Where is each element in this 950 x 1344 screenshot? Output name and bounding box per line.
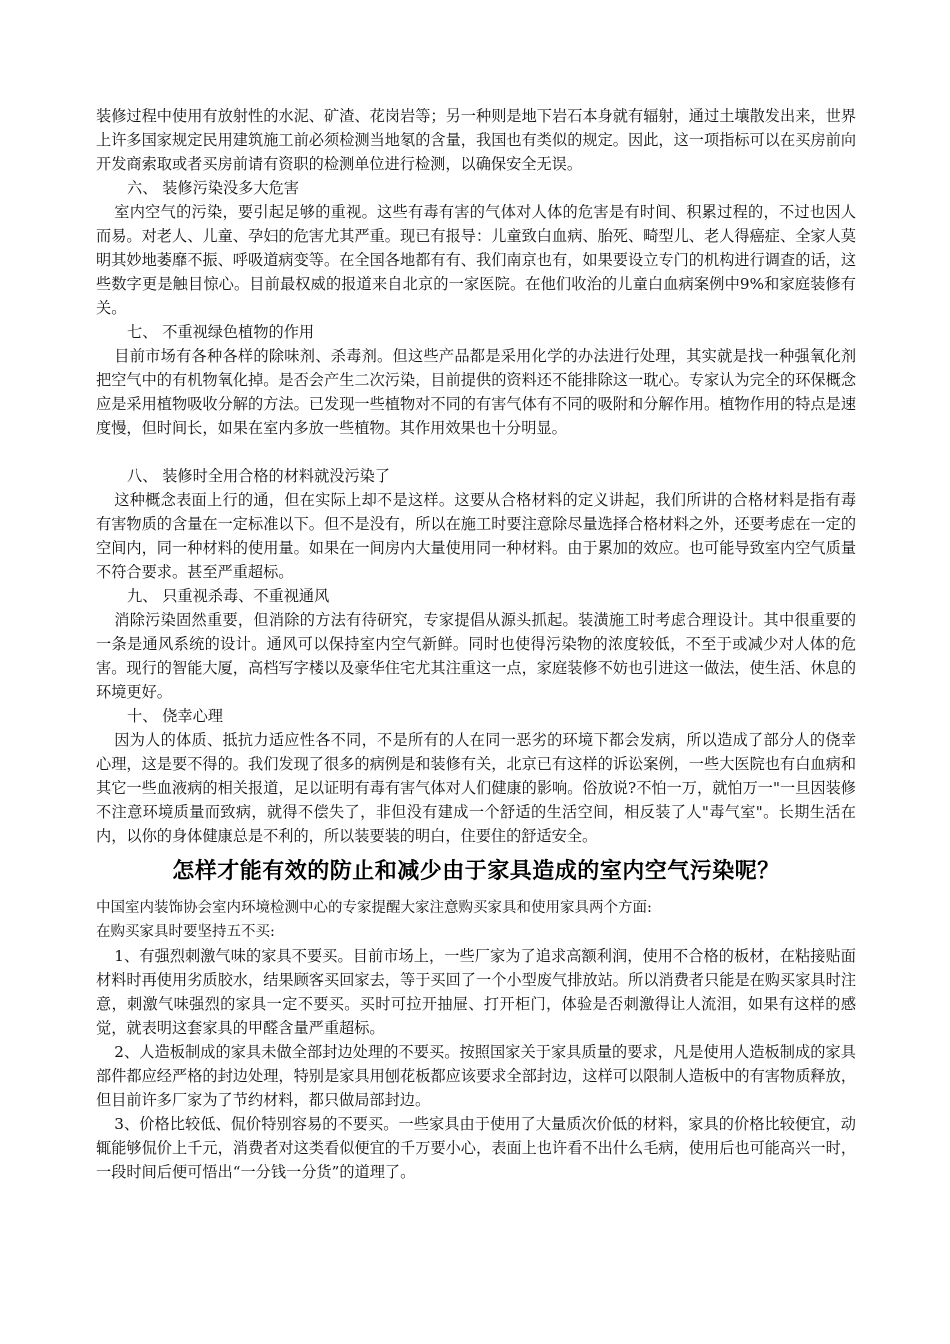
document-page [96, 104, 856, 1184]
paragraph: 装修过程中使用有放射性的水泥、矿渣、花岗岩等；另一种则是地下岩石本身就有辐射，通过土壤散发出来，世界上许多国家规定民用建筑施工前必须检测当地氡的含量，我国也有类似的规定。因此，这一项指标可以在买房前向开发商索取或者买房前请有资职的检测单位进行检测，以确保安全无误。 [96, 107, 856, 173]
paragraph: 3、价格比较低、侃价特别容易的不要买。一些家具由于使用了大量质次价低的材料，家具的价格比较便宜，动辄能够侃价上千元，消费者对这类看似便宜的千万要小心，表面上也许看不出什么毛病，使用后也可能高兴一时，一段时间后便可悟出“一分钱一分货”的道理了。 [96, 1115, 856, 1181]
paragraph: 目前市场有各种各样的除味剂、杀毒剂。但这些产品都是采用化学的办法进行处理，其实就是找一种强氧化剂把空气中的有机物氧化掉。是否会产生二次污染，目前提供的资料还不能排除这一耽心。专家认为完全的环保概念应是采用植物吸收分解的方法。已发现一些植物对不同的有害气体有不同的吸附和分解作用。植物作用的特点是速度慢，但时间长，如果在室内多放一些植物。其作用效果也十分明显。 [96, 347, 856, 437]
blank-line [96, 440, 856, 464]
paragraph: 因为人的体质、抵抗力适应性各不同，不是所有的人在同一恶劣的环境下都会发病，所以造成了部分人的侥幸心理，这是要不得的。我们发现了很多的病例是和装修有关，北京已有这样的诉讼案例，一些大医院也有白血病和其它一些血液病的相关报道，足以证明有毒有害气体对人们健康的影响。俗放说?不怕一万，就怕万一"一旦因装修不注意环境质量而致病，就得不偿失了，非但没有建成一个舒适的生活空间，相反装了人"毒气室"。长期生活在内，以你的身体健康总是不利的，所以装要装的明白，住要住的舒适安全。 [96, 731, 856, 845]
intro-line: 在购买家具时要坚持五不买: [96, 924, 275, 940]
section-title: 怎样才能有效的防止和减少由于家具造成的室内空气污染呢？ [172, 859, 780, 884]
paragraph: 室内空气的污染，要引起足够的重视。这些有毒有害的气体对人体的危害是有时间、积累过程的，不过也因人而易。对老人、儿童、孕妇的危害尤其严重。现已有报导：儿童致白血病、胎死、畸型儿、老人得癌症、全家人莫明其妙地萎靡不振、呼吸道病变等。在全国各地都有有、我们南京也有，如果要设立专门的机构进行调查的话，这些数字更是触目惊心。目前最权威的报道来自北京的一家医院。在他们收治的儿童白血病案例中9%和家庭装修有关。 [96, 203, 856, 317]
intro-line: 中国室内装饰协会室内环境检测中心的专家提醒大家注意购买家具和使用家具两个方面: [96, 900, 652, 916]
section-heading: 七、 不重视绿色植物的作用 [127, 323, 315, 341]
furniture-section [96, 896, 856, 1184]
section-heading: 八、 装修时全用合格的材料就没污染了 [127, 467, 391, 485]
paragraph: 1、有强烈刺激气味的家具不要买。目前市场上，一些厂家为了追求高额利润，使用不合格的板材，在粘接贴面材料时再使用劣质胶水，结果顾客买回家去，等于买回了一个小型废气排放站。所以消费者只能是在购买家具时注意，刺激气味强烈的家具一定不要买。买时可拉开抽屉、打开柜门，体验是否刺激得让人流泪，如果有这样的感觉，就表明这套家具的甲醛含量严重超标。 [96, 947, 856, 1037]
section-heading: 六、 装修污染没多大危害 [127, 179, 299, 197]
section-heading: 十、 侥幸心理 [127, 707, 223, 725]
section-heading: 九、 只重视杀毒、不重视通风 [127, 587, 330, 605]
paragraph: 2、人造板制成的家具未做全部封边处理的不要买。按照国家关于家具质量的要求，凡是使用人造板制成的家具部件都应经严格的封边处理，特别是家具用刨花板都应该要求全部封边，这样可以限制人造板中的有害物质释放，但目前许多厂家为了节约材料，都只做局部封边。 [96, 1043, 856, 1109]
paragraph: 这种概念表面上行的通，但在实际上却不是这样。这要从合格材料的定义讲起，我们所讲的合格材料是指有毒有害物质的含量在一定标准以下。但不是没有，所以在施工时要注意除尽量选择合格材料之外，还要考虑在一定的空间内，同一种材料的使用量。如果在一间房内大量使用同一种材料。由于累加的效应。也可能导致室内空气质量不符合要求。甚至严重超标。 [96, 491, 856, 581]
article-body [96, 104, 856, 848]
paragraph: 消除污染固然重要，但消除的方法有待研究，专家提倡从源头抓起。装潢施工时考虑合理设计。其中很重要的一条是通风系统的设计。通风可以保持室内空气新鲜。同时也使得污染物的浓度较低，不至于或减少对人体的危害。现行的智能大厦，高档写字楼以及豪华住宅尤其注重这一点，家庭装修不妨也引进这一做法，使生活、休息的环境更好。 [96, 611, 856, 701]
